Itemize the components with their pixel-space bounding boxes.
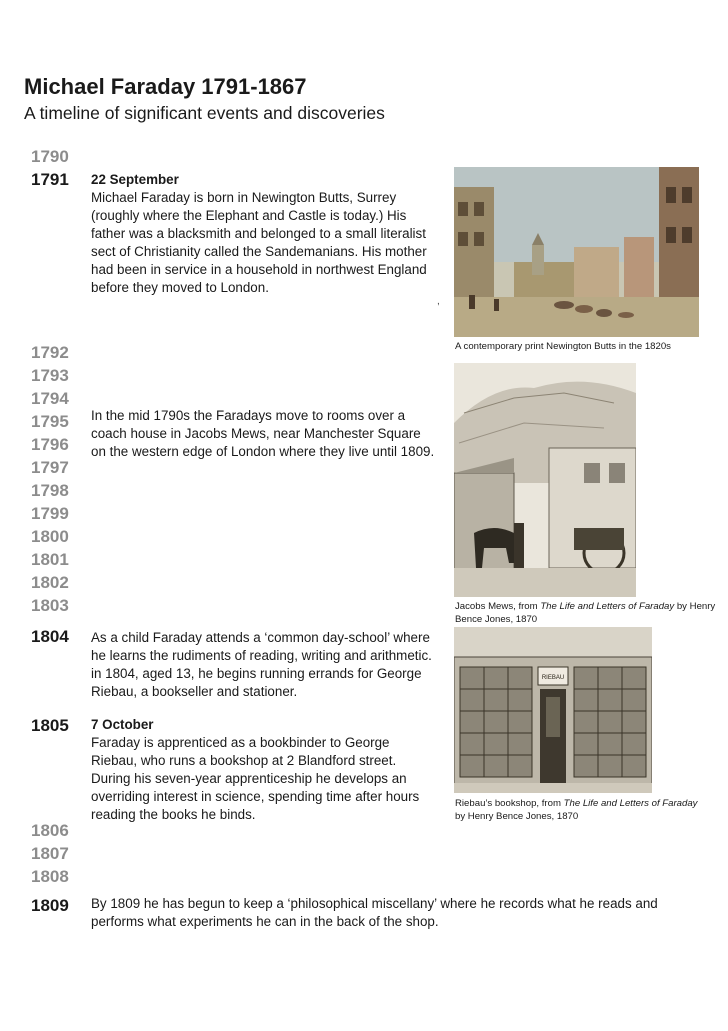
caption-riebau-prefix: Riebau’s bookshop, from bbox=[455, 798, 564, 809]
year-label: 1806 bbox=[31, 821, 69, 840]
newington-butts-print bbox=[454, 167, 699, 337]
event-1791-text: Michael Faraday is born in Newington Butts, Surrey (roughly where the Elephant and Castle is today.) His father was a blacksmith and belonged to a small literalist sect of Christianity called the Sandemanians. His mother had been in service in a household in northwest England before they moved to London. bbox=[91, 190, 427, 295]
caption-newington: A contemporary print Newington Butts in the 1820s bbox=[455, 341, 671, 352]
year-label: 1800 bbox=[31, 527, 69, 546]
event-1805-text: Faraday is apprenticed as a bookbinder to George Riebau, who runs a bookshop at 2 Blandford street. During his seven-year apprenticeship he develops an overriding interest in science, spending time after hours reading the books he binds. bbox=[91, 735, 420, 822]
caption-jacobs-mews bbox=[455, 600, 725, 626]
year-label: 1805 bbox=[31, 716, 69, 735]
year-label: 1802 bbox=[31, 573, 69, 592]
event-1805-date: 7 October bbox=[91, 717, 154, 732]
year-label: 1791 bbox=[31, 170, 69, 189]
event-1804 bbox=[91, 629, 443, 701]
year-label: 1798 bbox=[31, 481, 69, 500]
event-1809-text: By 1809 he has begun to keep a ‘philosophical miscellany’ where he records what he reads and performs what experiments he can in the back of the shop. bbox=[91, 896, 658, 929]
year-label: 1809 bbox=[31, 896, 69, 915]
caption-jacobs-book: The Life and Letters of Faraday bbox=[540, 601, 675, 612]
caption-riebau-book: The Life and Letters of Faraday bbox=[563, 798, 698, 809]
caption-jacobs-suffix: by Henry Bence Jones, 1870 bbox=[455, 601, 716, 625]
year-label: 1793 bbox=[31, 366, 69, 385]
shop-sign: RIEBAU bbox=[541, 675, 565, 681]
caption-riebau bbox=[455, 797, 700, 823]
event-1795-text: In the mid 1790s the Faradays move to rooms over a coach house in Jacobs Mews, near Manchester Square on the western edge of London where they live until 1809. bbox=[91, 408, 435, 459]
event-1809 bbox=[91, 895, 681, 931]
year-label: 1808 bbox=[31, 867, 69, 886]
year-label: 1804 bbox=[31, 627, 69, 646]
event-1805 bbox=[91, 716, 436, 824]
jacobs-mews-engraving bbox=[454, 363, 636, 597]
page-title: Michael Faraday 1791-1867 bbox=[24, 74, 307, 99]
caption-jacobs-prefix: Jacobs Mews, from bbox=[455, 601, 541, 612]
event-1791-date: 22 September bbox=[91, 172, 179, 187]
year-label: 1801 bbox=[31, 550, 69, 569]
year-label: 1795 bbox=[31, 412, 69, 431]
page-subtitle: A timeline of significant events and discoveries bbox=[24, 103, 385, 123]
year-label: 1807 bbox=[31, 844, 69, 863]
caption-riebau-suffix: by Henry Bence Jones, 1870 bbox=[455, 811, 579, 822]
year-label: 1796 bbox=[31, 435, 69, 454]
year-label: 1792 bbox=[31, 343, 69, 362]
event-1795 bbox=[91, 407, 439, 461]
year-label: 1799 bbox=[31, 504, 69, 523]
event-1804-text: As a child Faraday attends a ‘common day-school’ where he learns the rudiments of reading, writing and arithmetic. in 1804, aged 13, he begins running errands for George Riebau, a bookseller and stationer. bbox=[91, 630, 432, 699]
year-label: 1794 bbox=[31, 389, 69, 408]
year-label: 1797 bbox=[31, 458, 69, 477]
event-1791 bbox=[91, 171, 436, 297]
year-label: 1803 bbox=[31, 596, 69, 615]
stray-mark: , bbox=[437, 296, 440, 307]
riebau-bookshop-engraving bbox=[454, 627, 652, 793]
year-label: 1790 bbox=[31, 147, 69, 166]
